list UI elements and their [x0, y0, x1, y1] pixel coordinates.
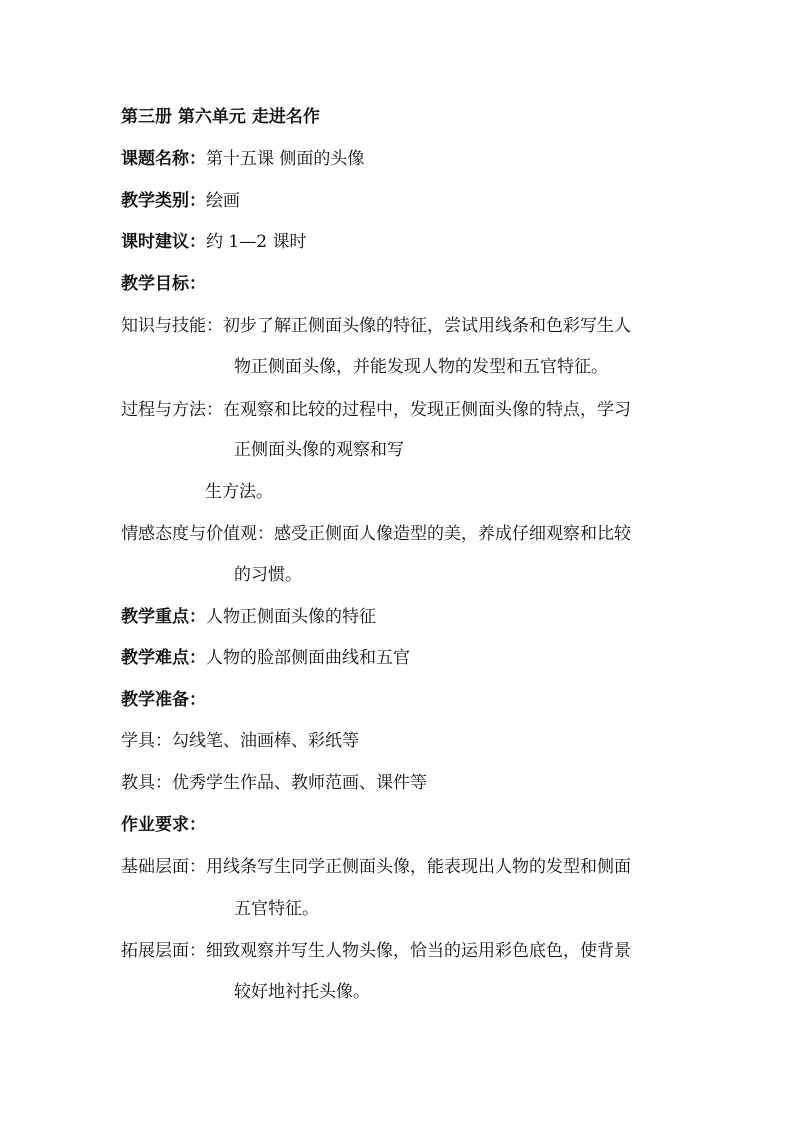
objective-process-cont2: 生方法。 [205, 482, 273, 502]
category-row [121, 189, 240, 213]
preparation-teacher: 教具：优秀学生作品、教师范画、课件等 [121, 773, 427, 793]
objective-knowledge [121, 314, 631, 338]
difficulty-value: 人物的脸部侧面曲线和五官 [206, 648, 410, 668]
unit-title: 第三册 第六单元 走进名作 [121, 107, 320, 127]
objective-knowledge-label: 知识与技能： [121, 316, 223, 336]
objective-attitude [121, 522, 631, 546]
homework-basic-label: 基础层面： [121, 857, 206, 877]
duration-row [121, 230, 306, 254]
category-label: 教学类别： [121, 191, 206, 211]
category-value: 绘画 [206, 191, 240, 211]
focus-value: 人物正侧面头像的特征 [206, 607, 376, 627]
objective-process [121, 398, 631, 422]
difficulty-row [121, 646, 410, 670]
homework-extended-label: 拓展层面： [121, 941, 206, 961]
objectives-heading: 教学目标： [121, 274, 206, 294]
lesson-name-label: 课题名称： [121, 149, 206, 169]
homework-extended-text: 细致观察并写生人物头像，恰当的运用彩色底色，使背景 [206, 941, 631, 961]
homework-heading: 作业要求： [121, 815, 206, 835]
homework-basic-text: 用线条写生同学正侧面头像，能表现出人物的发型和侧面 [206, 857, 631, 877]
objective-attitude-text: 感受正侧面人像造型的美，养成仔细观察和比较 [274, 524, 631, 544]
duration-label: 课时建议： [121, 232, 206, 252]
preparation-heading: 教学准备： [121, 690, 206, 710]
objective-process-cont: 正侧面头像的观察和写 [234, 440, 404, 460]
duration-value: 约 1—2 课时 [206, 232, 307, 252]
objective-process-label: 过程与方法： [121, 400, 223, 420]
focus-row [121, 605, 376, 629]
objective-knowledge-cont: 物正侧面头像，并能发现人物的发型和五官特征。 [234, 357, 608, 377]
homework-basic [121, 855, 631, 879]
homework-basic-cont: 五官特征。 [234, 899, 319, 919]
objective-attitude-cont: 的习惯。 [234, 565, 302, 585]
objective-process-text: 在观察和比较的过程中，发现正侧面头像的特点，学习 [223, 400, 631, 420]
homework-extended [121, 939, 631, 963]
homework-extended-cont: 较好地衬托头像。 [234, 982, 370, 1002]
preparation-students: 学具：勾线笔、油画棒、彩纸等 [121, 731, 359, 751]
objective-knowledge-text: 初步了解正侧面头像的特征，尝试用线条和色彩写生人 [223, 316, 631, 336]
difficulty-label: 教学难点： [121, 648, 206, 668]
lesson-name-value: 第十五课 侧面的头像 [206, 149, 365, 169]
lesson-name-row [121, 147, 364, 171]
objective-attitude-label: 情感态度与价值观： [121, 524, 274, 544]
focus-label: 教学重点： [121, 607, 206, 627]
